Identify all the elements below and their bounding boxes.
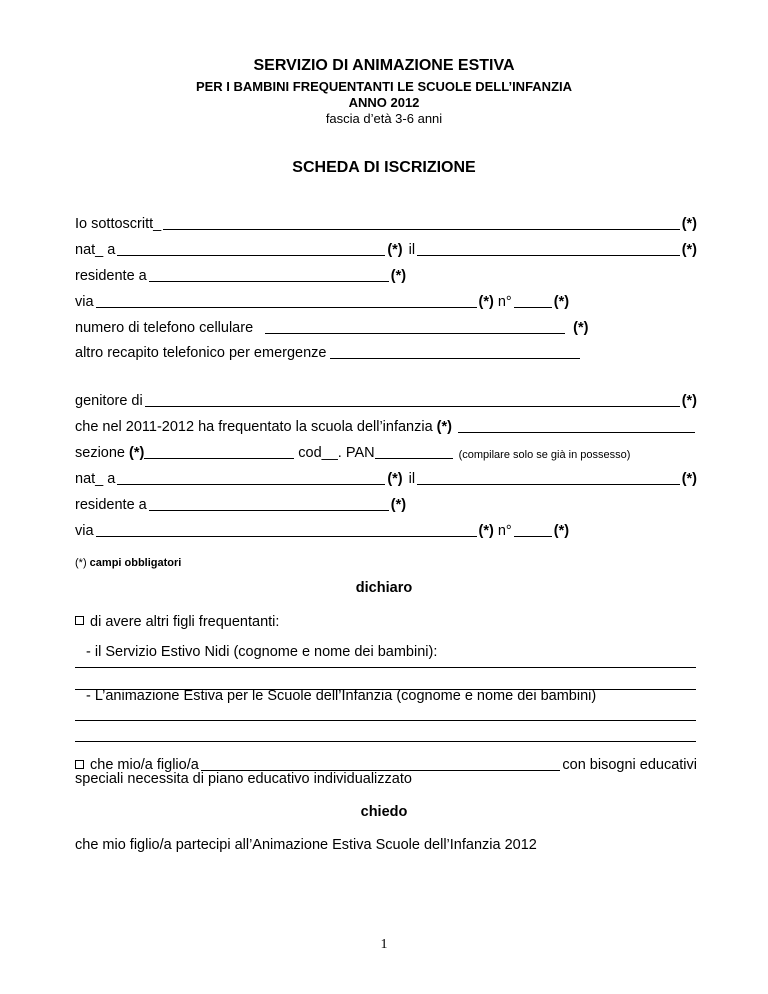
checkbox-altri-figli[interactable] (75, 616, 84, 625)
label-nato-a: nat_ a (75, 242, 116, 258)
field-cod-pan[interactable] (375, 443, 453, 459)
field-data-nascita[interactable] (417, 240, 680, 256)
required-mark: (*) (681, 471, 697, 487)
row-nascita (75, 238, 697, 258)
field-residenza[interactable] (149, 266, 389, 282)
label-residente-a: residente a (75, 268, 147, 284)
label-animazione-infanzia: - L’animazione Estiva per le Scuole dell’Infanzia (cognome e nome dei bambini) (86, 688, 597, 704)
page-number: 1 (380, 937, 388, 952)
row-residenza-figlio (75, 493, 697, 513)
required-mark: (*) (681, 393, 697, 409)
age-range: fascia d’età 3-6 anni (325, 111, 443, 126)
field-luogo-nascita[interactable] (117, 240, 385, 256)
option-bisogni-educativi (75, 753, 697, 773)
row-residenza (75, 264, 697, 284)
required-mark: (*) (387, 471, 403, 487)
label-bisogni-educativi: con bisogni educativi (562, 757, 697, 773)
label-cellulare: numero di telefono cellulare (75, 320, 254, 336)
field-via[interactable] (96, 292, 477, 308)
row-nascita-figlio (75, 467, 697, 487)
required-mark: (*) (573, 320, 589, 336)
label-sezione: sezione (75, 445, 125, 461)
dichiaro-heading: dichiaro (355, 580, 413, 596)
form-title: SCHEDA DI ISCRIZIONE (292, 159, 476, 176)
field-nome-figlio[interactable] (201, 755, 561, 771)
field-nidi-line-1[interactable] (75, 667, 696, 668)
field-numero-civico-figlio[interactable] (514, 521, 552, 537)
legend-text: campi obbligatori (89, 557, 182, 569)
label-genitore-di: genitore di (75, 393, 143, 409)
row-sezione (75, 441, 697, 461)
chiedo-text: che mio figlio/a partecipi all’Animazione Estiva Scuole dell’Infanzia 2012 (75, 837, 537, 853)
field-data-nascita-figlio[interactable] (417, 469, 680, 485)
field-numero-civico[interactable] (514, 292, 552, 308)
required-mark: (*) (681, 242, 697, 258)
label-frequentato: che nel 2011-2012 ha frequentato la scuola dell’infanzia (75, 419, 433, 435)
row-cellulare (75, 316, 697, 336)
label-piano-educativo: speciali necessita di piano educativo individualizzato (75, 771, 412, 787)
field-infanzia-line-2[interactable] (75, 741, 696, 742)
required-mark: (*) (553, 523, 570, 539)
label-sottoscritto: Io sottoscritt_ (75, 216, 162, 232)
label-residente-a: residente a (75, 497, 147, 513)
required-mark: (*) (478, 523, 494, 539)
field-genitore-di[interactable] (145, 391, 680, 407)
pan-note: (compilare solo se già in possesso) (458, 449, 631, 461)
field-scuola[interactable] (458, 417, 695, 433)
document-year: ANNO 2012 (348, 95, 420, 110)
row-sottoscritto (75, 212, 697, 232)
label-mio-figlio: che mio/a figlio/a (90, 757, 199, 773)
option-altri-figli (75, 614, 279, 630)
checkbox-bisogni-educativi[interactable] (75, 760, 84, 769)
row-via-figlio (75, 519, 697, 539)
field-luogo-nascita-figlio[interactable] (117, 469, 385, 485)
required-mark: (*) (478, 294, 494, 310)
required-mark: (*) (436, 419, 452, 435)
required-mark: (*) (681, 216, 697, 232)
label-il: il (408, 471, 416, 487)
label-nato-a: nat_ a (75, 471, 116, 487)
required-mark: (*) (390, 497, 407, 513)
label-altri-figli: di avere altri figli frequentanti: (90, 614, 280, 630)
field-sezione[interactable] (144, 443, 294, 459)
chiedo-heading: chiedo (360, 804, 408, 820)
field-residenza-figlio[interactable] (149, 495, 389, 511)
label-il: il (408, 242, 416, 258)
required-legend (75, 557, 181, 569)
field-infanzia-line-1[interactable] (75, 720, 696, 721)
field-via-figlio[interactable] (96, 521, 477, 537)
field-altro-recapito[interactable] (330, 343, 580, 359)
label-servizio-nidi: - il Servizio Estivo Nidi (cognome e nome dei bambini): (86, 644, 438, 660)
label-numero: n° (497, 523, 512, 539)
document-title: SERVIZIO DI ANIMAZIONE ESTIVA (253, 57, 515, 74)
row-scuola (75, 415, 697, 435)
label-altro-recapito: altro recapito telefonico per emergenze (75, 345, 327, 361)
required-mark: (*) (390, 268, 407, 284)
row-via (75, 290, 697, 310)
field-sottoscritto[interactable] (163, 214, 679, 230)
required-mark: (*) (128, 445, 145, 461)
row-altro-recapito (75, 341, 697, 361)
label-cod-pan: cod__. PAN (298, 445, 375, 461)
row-genitore (75, 389, 697, 409)
required-mark: (*) (553, 294, 570, 310)
label-numero: n° (497, 294, 512, 310)
field-cellulare[interactable] (265, 318, 565, 334)
label-via: via (75, 294, 94, 310)
document-subtitle: PER I BAMBINI FREQUENTANTI LE SCUOLE DELL’INFANZIA (195, 79, 573, 94)
legend-mark: (*) (75, 557, 87, 569)
label-via: via (75, 523, 94, 539)
required-mark: (*) (387, 242, 403, 258)
